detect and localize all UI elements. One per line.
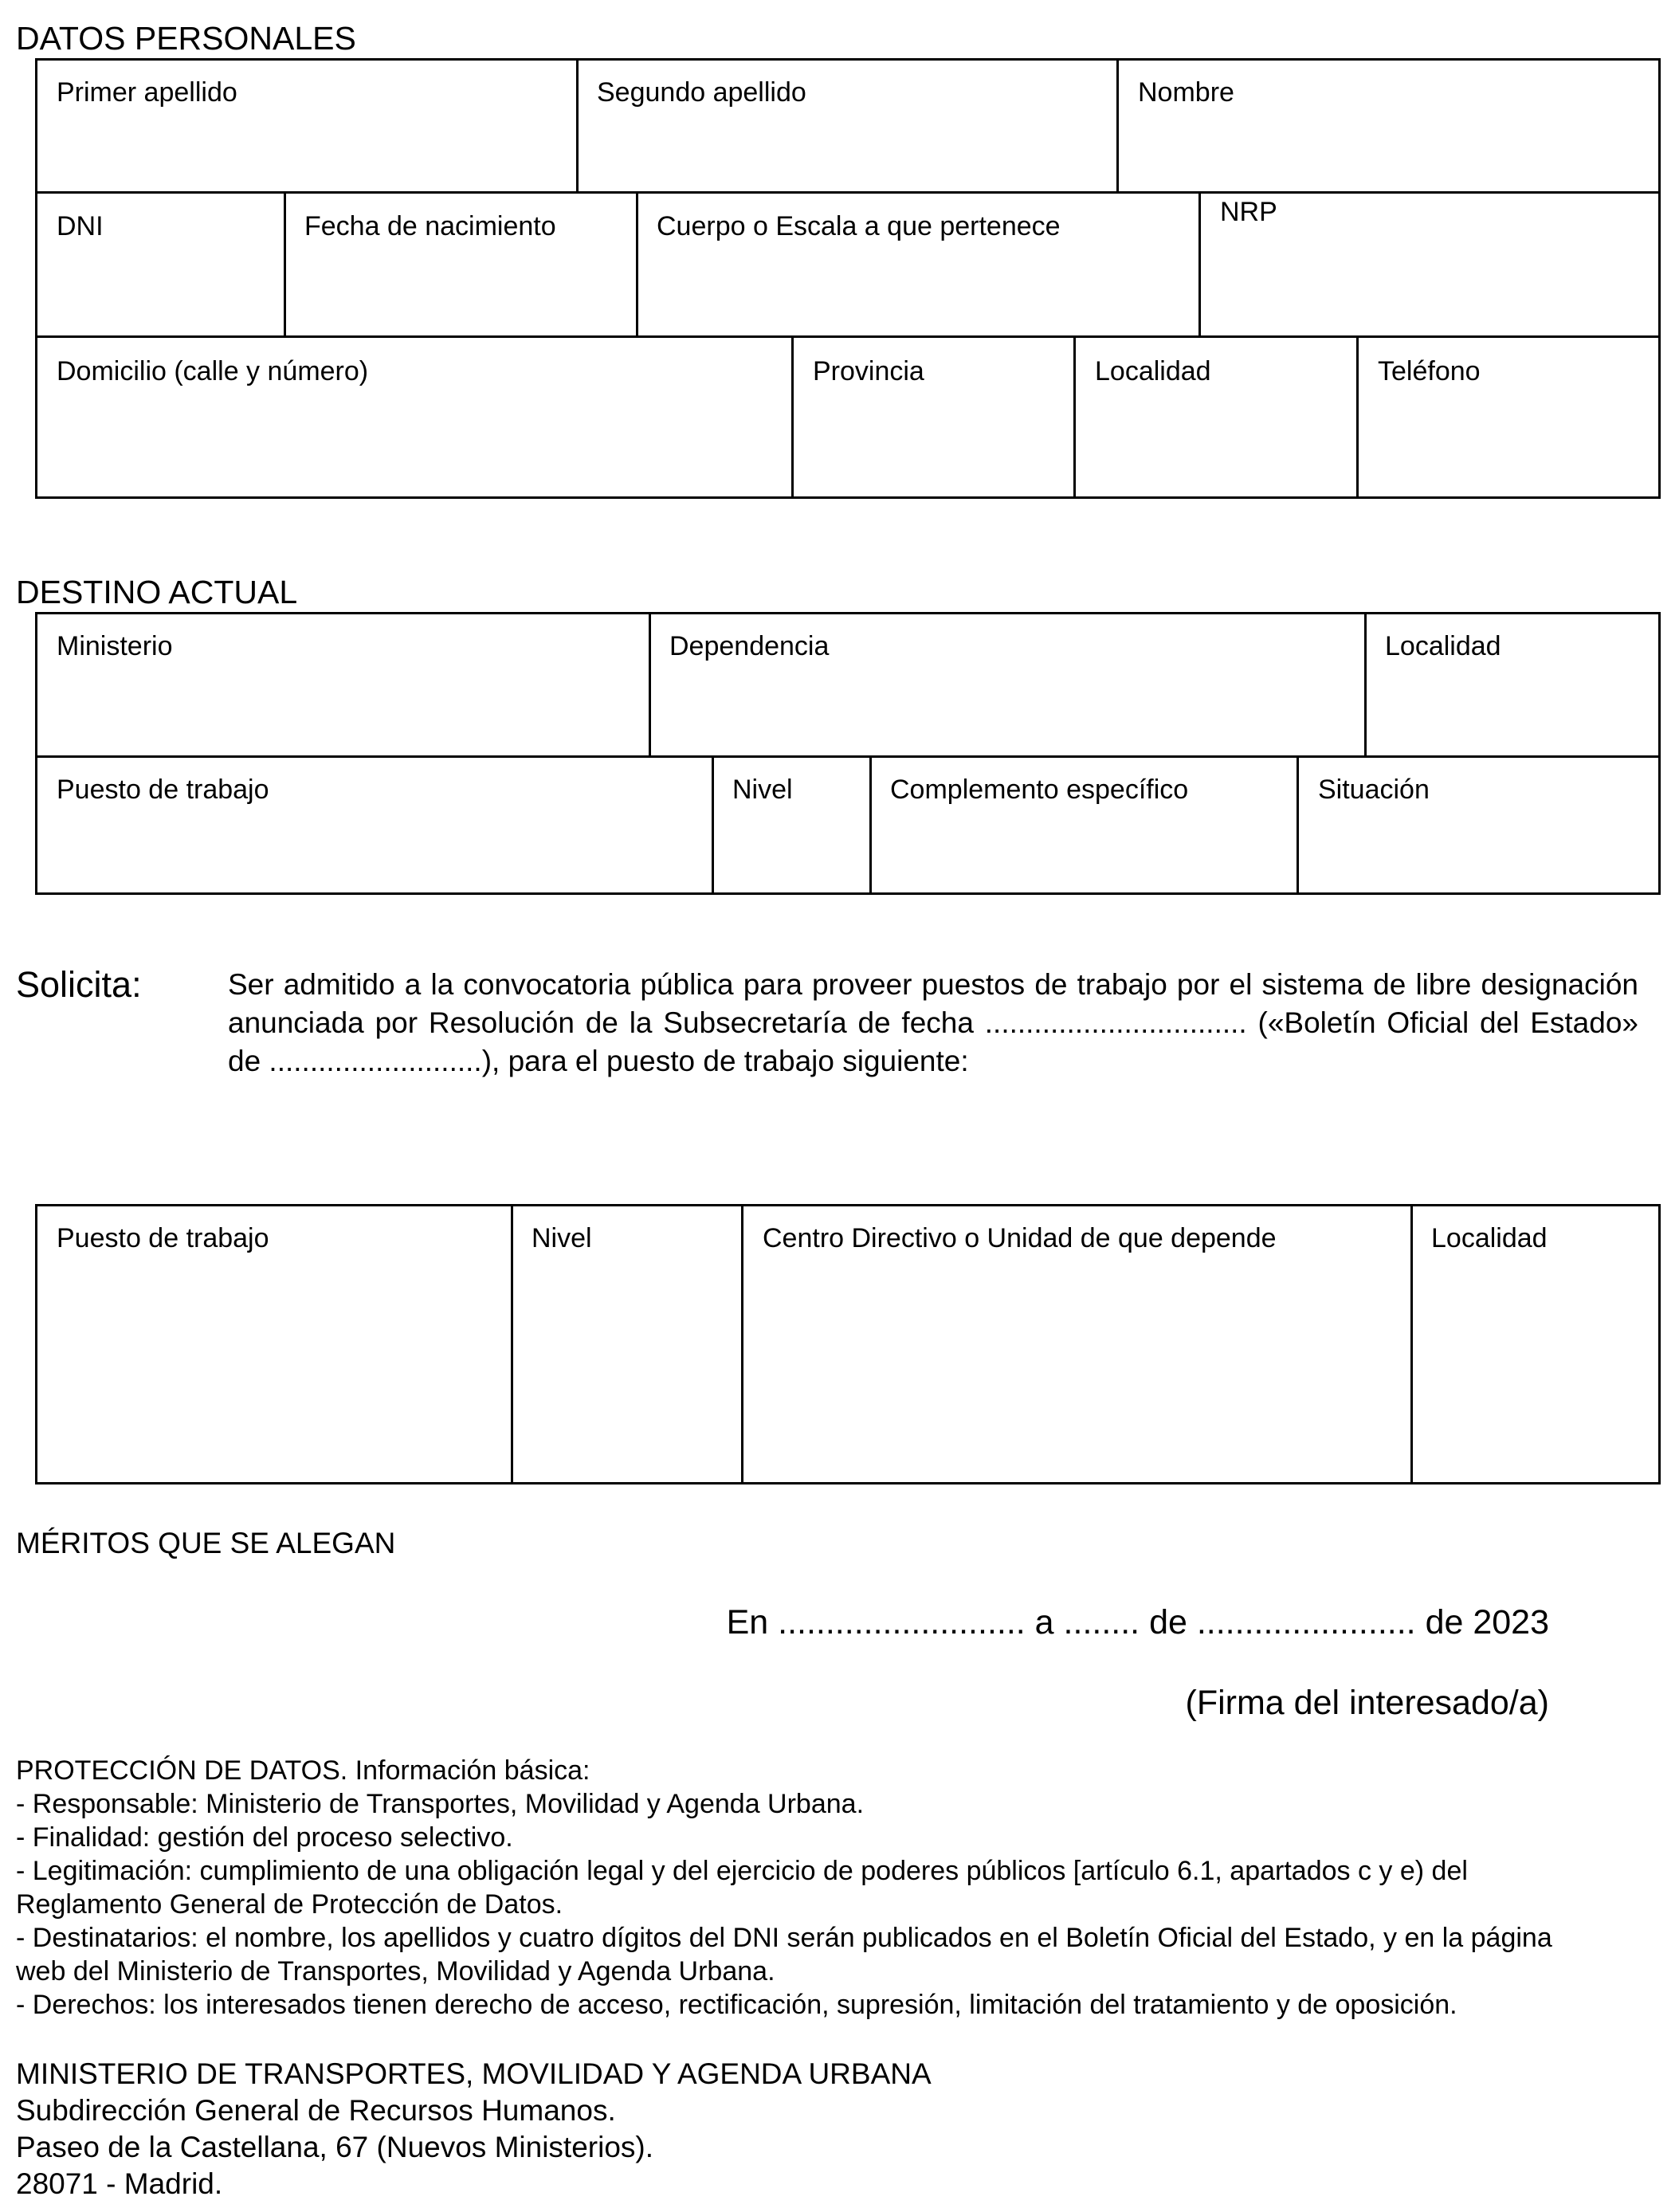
column-divider xyxy=(1410,1204,1413,1484)
column-divider xyxy=(791,335,794,499)
table-border xyxy=(35,58,1661,499)
column-divider xyxy=(1356,335,1359,499)
address-ministerio: MINISTERIO DE TRANSPORTES, MOVILIDAD Y AGENDA URBANA xyxy=(16,2057,932,2090)
column-divider xyxy=(712,755,714,895)
field-segundo-apellido: Segundo apellido xyxy=(597,77,806,108)
row-divider xyxy=(35,755,1661,758)
row-divider xyxy=(35,191,1661,194)
field-cuerpo-escala: Cuerpo o Escala a que pertenece xyxy=(657,211,1061,241)
column-divider xyxy=(1198,191,1201,336)
column-divider xyxy=(1073,335,1076,499)
field-puesto-trabajo: Puesto de trabajo xyxy=(57,775,269,805)
column-divider xyxy=(869,755,872,895)
proteccion-datos-responsable: - Responsable: Ministerio de Transportes, Movilidad y Agenda Urbana. xyxy=(16,1789,865,1819)
column-divider xyxy=(741,1204,743,1484)
field-ministerio: Ministerio xyxy=(57,631,173,661)
header-puesto-trabajo: Puesto de trabajo xyxy=(57,1223,269,1253)
column-divider xyxy=(511,1204,513,1484)
field-domicilio: Domicilio (calle y número) xyxy=(57,356,369,386)
field-telefono: Teléfono xyxy=(1378,356,1481,386)
address-calle: Paseo de la Castellana, 67 (Nuevos Ministerios). xyxy=(16,2131,653,2163)
column-divider xyxy=(576,58,579,192)
column-divider xyxy=(1297,755,1299,895)
field-dni: DNI xyxy=(57,211,104,241)
field-nrp: NRP xyxy=(1220,197,1277,227)
field-localidad: Localidad xyxy=(1095,356,1211,386)
section-title-datos-personales: DATOS PERSONALES xyxy=(16,20,356,57)
section-title-meritos: MÉRITOS QUE SE ALEGAN xyxy=(16,1527,396,1559)
field-nivel: Nivel xyxy=(732,775,793,805)
field-provincia: Provincia xyxy=(813,356,924,386)
column-divider xyxy=(1364,612,1367,756)
field-nombre: Nombre xyxy=(1138,77,1234,108)
column-divider xyxy=(284,191,286,336)
solicita-label: Solicita: xyxy=(16,964,142,1005)
address-ciudad: 28071 - Madrid. xyxy=(16,2167,223,2200)
header-nivel: Nivel xyxy=(532,1223,592,1253)
date-line: En .......................... a ........ de ....................... de 2023 xyxy=(726,1603,1549,1641)
proteccion-datos-finalidad: - Finalidad: gestión del proceso selectivo. xyxy=(16,1822,513,1853)
column-divider xyxy=(1116,58,1119,192)
proteccion-datos-heading: PROTECCIÓN DE DATOS. Información básica: xyxy=(16,1755,590,1786)
proteccion-datos-derechos: - Derechos: los interesados tienen derecho de acceso, rectificación, supresión, limitación del tratamiento y de oposición. xyxy=(16,1990,1457,2020)
column-divider xyxy=(649,612,651,756)
field-primer-apellido: Primer apellido xyxy=(57,77,237,108)
address-subdireccion: Subdirección General de Recursos Humanos. xyxy=(16,2094,616,2127)
section-title-destino-actual: DESTINO ACTUAL xyxy=(16,574,298,610)
proteccion-datos-legitimacion: - Legitimación: cumplimiento de una obligación legal y del ejercicio de poderes públicos [artículo 6.1, apartados c y e) del Reglamento General de Protección de Datos. xyxy=(16,1856,1468,1920)
proteccion-datos-destinatarios: - Destinatarios: el nombre, los apellidos y cuatro dígitos del DNI serán publicados en el Boletín Oficial del Estado, y en la página web del Ministerio de Transportes, Movilidad y Agenda Urbana. xyxy=(16,1923,1552,1986)
address-block xyxy=(16,2056,932,2202)
field-fecha-nacimiento: Fecha de nacimiento xyxy=(304,211,556,241)
field-situacion: Situación xyxy=(1318,775,1430,805)
field-localidad-destino: Localidad xyxy=(1385,631,1501,661)
signature-line: (Firma del interesado/a) xyxy=(1185,1684,1549,1722)
row-divider xyxy=(35,335,1661,338)
field-dependencia: Dependencia xyxy=(669,631,830,661)
solicita-text: Ser admitido a la convocatoria pública para proveer puestos de trabajo por el sistema de libre designación anunciada por Resolución de la Subsecretaría de fecha ................................ («Boletín Oficial del Estado» de ..........................), para el puesto de trabajo siguiente: xyxy=(228,968,1638,1077)
header-localidad: Localidad xyxy=(1431,1223,1548,1253)
header-centro-directivo: Centro Directivo o Unidad de que depende xyxy=(763,1223,1277,1253)
column-divider xyxy=(636,191,638,336)
proteccion-datos-block xyxy=(16,1754,1578,2022)
field-complemento-especifico: Complemento específico xyxy=(890,775,1189,805)
